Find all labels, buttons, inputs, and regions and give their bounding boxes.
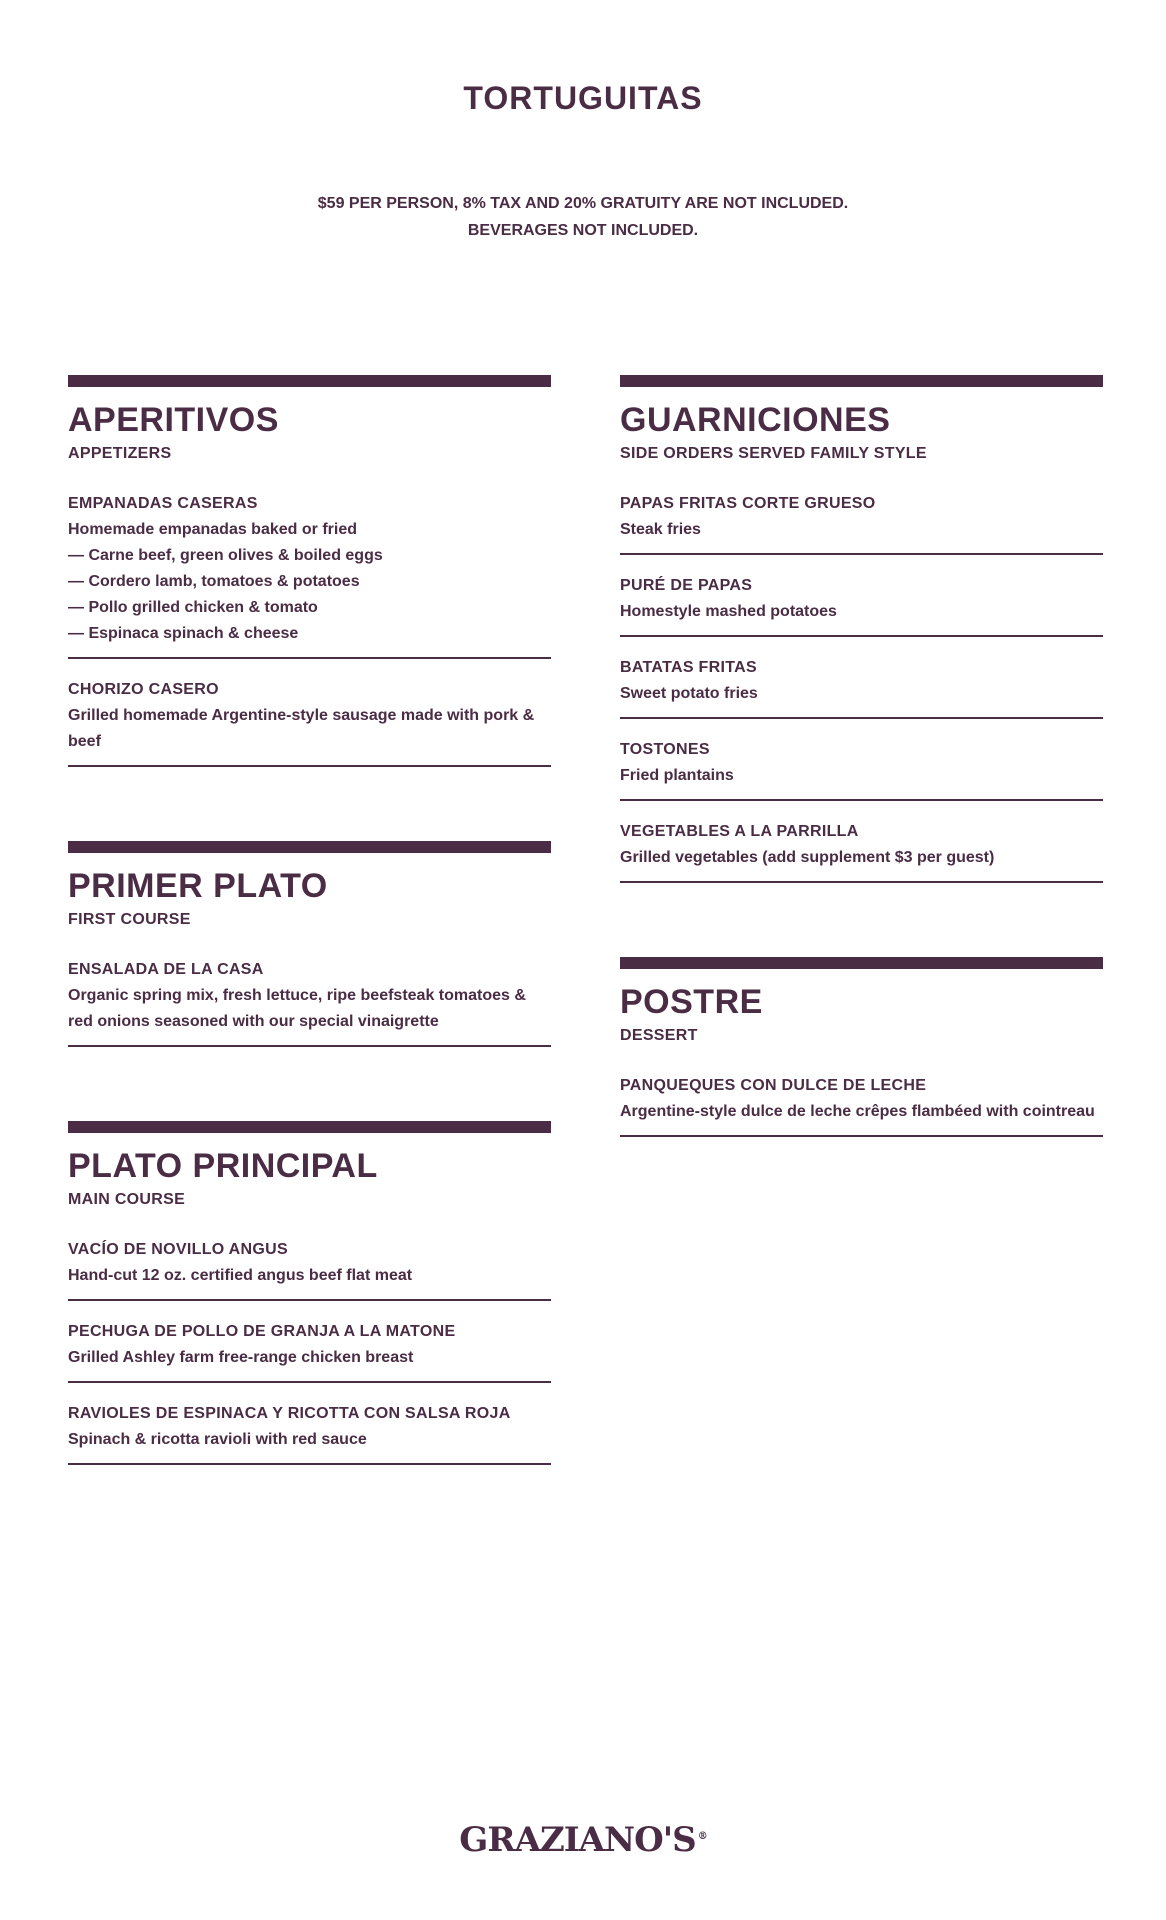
item-description: Spinach & ricotta ravioli with red sauce (68, 1431, 367, 1448)
item-name: VEGETABLES A LA PARRILLA (620, 823, 859, 840)
menu-item (620, 737, 1103, 801)
item-name: PAPAS FRITAS CORTE GRUESO (620, 495, 876, 512)
right-column (620, 375, 1103, 1211)
pricing-line-2: BEVERAGES NOT INCLUDED. (467, 222, 699, 239)
menu-title: TORTUGUITAS (463, 80, 703, 116)
section-divider-bar (620, 957, 1103, 969)
section-plato-principal (68, 1121, 551, 1465)
section-subheading: FIRST COURSE (68, 911, 191, 928)
menu-item (68, 1319, 551, 1383)
section-subheading: MAIN COURSE (68, 1191, 186, 1208)
item-description: Grilled vegetables (add supplement $3 per guest) (620, 849, 995, 866)
item-description: Homestyle mashed potatoes (620, 603, 837, 620)
section-heading: PLATO PRINCIPAL (68, 1147, 378, 1185)
section-heading: POSTRE (620, 983, 763, 1021)
item-option: — Espinaca spinach & cheese (68, 625, 299, 642)
section-aperitivos (68, 375, 551, 767)
section-subheading: DESSERT (620, 1027, 698, 1044)
item-name: PECHUGA DE POLLO DE GRANJA A LA MATONE (68, 1323, 456, 1340)
item-name: CHORIZO CASERO (68, 681, 219, 698)
item-option: — Carne beef, green olives & boiled eggs (68, 547, 383, 564)
menu-item (620, 1073, 1103, 1137)
item-description: Hand-cut 12 oz. certified angus beef flat meat (68, 1267, 413, 1284)
pricing-note (0, 190, 1166, 244)
item-name: EMPANADAS CASERAS (68, 495, 258, 512)
item-description: Homemade empanadas baked or fried (68, 521, 357, 538)
item-name: ENSALADA DE LA CASA (68, 961, 264, 978)
menu-item (620, 573, 1103, 637)
menu-items (68, 491, 551, 767)
item-name: TOSTONES (620, 741, 710, 758)
section-postre (620, 957, 1103, 1137)
menu-item (68, 1237, 551, 1301)
item-description: Fried plantains (620, 767, 734, 784)
item-description: Organic spring mix, fresh lettuce, ripe beefsteak tomatoes & red onions seasoned with our special vinaigrette (68, 987, 526, 1030)
item-name: RAVIOLES DE ESPINACA Y RICOTTA CON SALSA ROJA (68, 1405, 511, 1422)
menu-item (68, 677, 551, 767)
section-divider-bar (620, 375, 1103, 387)
item-name: PANQUEQUES CON DULCE DE LECHE (620, 1077, 927, 1094)
item-description: Grilled Ashley farm free-range chicken breast (68, 1349, 414, 1366)
menu-item (68, 957, 551, 1047)
restaurant-logo (0, 1820, 1166, 1860)
item-description: Steak fries (620, 521, 701, 538)
item-description: Argentine-style dulce de leche crêpes flambéed with cointreau (620, 1103, 1095, 1120)
pricing-line-1: $59 PER PERSON, 8% TAX AND 20% GRATUITY ARE NOT INCLUDED. (317, 195, 849, 212)
menu-items (68, 957, 551, 1047)
item-description: Sweet potato fries (620, 685, 758, 702)
section-subheading: SIDE ORDERS SERVED FAMILY STYLE (620, 445, 927, 462)
section-divider-bar (68, 375, 551, 387)
menu-items (620, 1073, 1103, 1137)
logo-text: GRAZIANO'S (459, 1820, 696, 1860)
section-divider-bar (68, 1121, 551, 1133)
section-divider-bar (68, 841, 551, 853)
section-subheading: APPETIZERS (68, 445, 172, 462)
section-heading: PRIMER PLATO (68, 867, 328, 905)
item-name: VACÍO DE NOVILLO ANGUS (68, 1241, 288, 1258)
item-option: — Cordero lamb, tomatoes & potatoes (68, 573, 360, 590)
section-guarniciones (620, 375, 1103, 883)
item-option: — Pollo grilled chicken & tomato (68, 599, 318, 616)
item-description: Grilled homemade Argentine-style sausage made with pork & beef (68, 707, 535, 750)
menu-item (620, 491, 1103, 555)
section-heading: APERITIVOS (68, 401, 279, 439)
item-name: BATATAS FRITAS (620, 659, 757, 676)
menu-items (68, 1237, 551, 1465)
menu-item (68, 491, 551, 659)
section-primer-plato (68, 841, 551, 1047)
menu-items (620, 491, 1103, 883)
item-name: PURÉ DE PAPAS (620, 577, 753, 594)
left-column (68, 375, 551, 1539)
menu-item (620, 819, 1103, 883)
menu-item (68, 1401, 551, 1465)
section-heading: GUARNICIONES (620, 401, 891, 439)
registered-mark: ® (697, 1830, 707, 1842)
menu-item (620, 655, 1103, 719)
